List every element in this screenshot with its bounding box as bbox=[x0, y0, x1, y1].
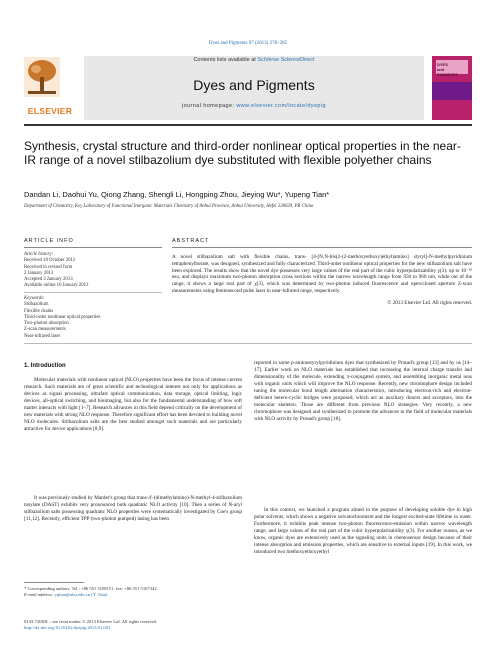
history-label: Article history: bbox=[24, 252, 54, 257]
article-authors: Dandan Li, Daohui Yu, Qiong Zhang, Shengli Li, Hongping Zhou, Jieying Wu*, Yupeng Tian* bbox=[24, 190, 330, 199]
keyword-item: Third-order nonlinear optical properties bbox=[24, 314, 101, 320]
history-item: Available online 16 January 2013 bbox=[24, 283, 89, 289]
elsevier-tree-icon bbox=[24, 57, 60, 97]
publisher-name: ELSEVIER bbox=[27, 106, 73, 116]
sciencedirect-link[interactable]: SciVerse ScienceDirect bbox=[257, 57, 315, 63]
article-title: Synthesis, crystal structure and third-order nonlinear optical properties in the near-IR range of a novel stilbazolium dye substituted with flexible polyether chains bbox=[24, 139, 461, 167]
abstract-rule bbox=[172, 247, 472, 248]
header-divider bbox=[24, 124, 472, 126]
article-info-rule bbox=[24, 247, 162, 248]
footnote-rule bbox=[24, 582, 84, 583]
intro-paragraph: In this context, we launched a program aimed in the purpose of developing soluble dye in high polar solvents, which shows a negative solvatochromism and the longest excited-state lifetime in water. Furthermore, it exhibits peak intense two-photon fluorescence-emission within narrow wavelength range, and large values of the real part of the cubic hyperpolarizability γ(3). For another reason, as we know, organic dyes are extensively used as the signaling units in chemosensor design because of their intense absorption and emission properties, which are sensitive to external inputs [19]. In this work, we introduced two methoxyethoxyethyl bbox=[254, 507, 472, 555]
elsevier-logo bbox=[24, 57, 76, 119]
keyword-item: Near-infrared laser bbox=[24, 333, 61, 339]
intro-paragraph: It was previously studied by Marder's group that trans-4′-(dimethylamino)-N-methyl-4-stilbazolium tosylate (DAST) exhibits very pronounced bulk quadratic NLO activity [10]. Then a series of N-aryl stilbazolium salts possessing quadratic NLO properties were systematically investigated by Coe's group [11,12]. Recently, efficient TPP (two-photon pumped) lasing has been bbox=[24, 495, 242, 522]
article-bottom-info bbox=[24, 619, 324, 631]
keywords bbox=[24, 296, 162, 340]
intro-paragraph: Molecular materials with nonlinear optical (NLO) properties have been the focus of intense current research. Such materials are of great scientific and technological interest not only for applications as devices as signal processing, ultrafast optical communication, data storage, optical limiting, logic devices, all-optical switching, and bioimaging, but also for the fundamental understanding of how soft matter interacts with light [1–7]. Research advances in this field depend critically on the development of new materials with strong NLO response. Therefore significant effort has been devoted to building novel NLO molecules. Stilbazolium salts are the best studied amongst such materials and are particularly attractive for device applications [8,9]. bbox=[24, 377, 242, 432]
cover-band bbox=[432, 82, 472, 100]
journal-citation: Dyes and Pigments 97 (2013) 278–285 bbox=[208, 41, 288, 46]
journal-title: Dyes and Pigments bbox=[193, 77, 315, 93]
keywords-label: Keywords: bbox=[24, 296, 45, 301]
journal-homepage bbox=[84, 103, 424, 109]
history-item: Received 18 October 2012 bbox=[24, 258, 76, 264]
abstract-text: A novel stilbazolium salt with flexible chains, trans- [4-[N,N-bis(2-(2-methoxyethoxy)ethyl)amino] styryl]-N-methylpyridinium tetraphenylborate, was designed, synthesized and fully characterized. Third-order nonlinear optical properties for the new stilbazolium salt have been explored. The results show that the novel dye possesses very large values of the real part of the cubic hyperpolarizability γ(3): up to 10⁻³² esu, and displays maximum two-photon absorption cross sections within the narrow wavelength range from 950 to 960 nm, while out of the range, it shows a large real part of χ(3), which was determined by two-photon induced fluorescence and open/closed aperture Z-scan measurements using femtosecond pulse laser in near-infrared range, respectively. bbox=[172, 254, 472, 294]
footnote-contact: * Corresponding authors. Tel.: +86 551 5108151; fax: +86 551 5107342. bbox=[24, 586, 158, 591]
issn-line: 0143-7208/$ – see front matter © 2013 Elsevier Ltd. All rights reserved. bbox=[24, 619, 157, 624]
keyword-item: Flexible chains bbox=[24, 308, 54, 314]
abstract-copyright: © 2013 Elsevier Ltd. All rights reserved. bbox=[387, 300, 472, 306]
history-item: 2 January 2013 bbox=[24, 270, 54, 276]
email-label: E-mail address: bbox=[24, 592, 55, 597]
introduction-heading: 1. Introduction bbox=[24, 363, 66, 369]
article-history bbox=[24, 252, 162, 290]
intro-paragraph: reported in some p-aminostyrylpyridinium dyes that synthesized by Prasad's group [13] and by us [14–17]. Earlier work on NLO materials has established that increasing the internal charge transfer and dimensionality of the molecule, extending π-conjugated system, and assembling inorganic metal ions with organic units which will improve the NLO response. Recently, new chromophore design included tuning the molecular bond length alternation characteristics, introducing electron-rich and electron-deficient hetero-cyclic bridges were proposed, which act as auxiliary donors and acceptors, into the molecular skeleton. Those are different from previous NLO strategies. Very recently, a new chromophore was designed and synthesized to promote the advances in the field of molecular materials with NLO activity by Prasad's group [18]. bbox=[254, 360, 472, 422]
journal-cover-thumbnail bbox=[432, 56, 472, 120]
keyword-item: Stilbazolium bbox=[24, 302, 49, 308]
homepage-link[interactable]: www.elsevier.com/locate/dyepig bbox=[236, 103, 326, 109]
doi-link[interactable]: http://dx.doi.org/10.1016/j.dyepig.2013.01.001 bbox=[24, 625, 111, 630]
keyword-item: Two-photon absorption bbox=[24, 321, 69, 327]
email-link[interactable]: yptian@ahu.edu.cn (Y. Tian). bbox=[54, 592, 109, 597]
history-item: Accepted 3 January 2013 bbox=[24, 277, 73, 283]
abstract-heading: ABSTRACT bbox=[172, 238, 210, 244]
footnote-email-line bbox=[24, 592, 242, 598]
cover-title: DYES and PIGMENTS bbox=[437, 62, 458, 77]
homepage-prefix: journal homepage: bbox=[182, 103, 237, 109]
corresponding-author-footnote bbox=[24, 586, 242, 598]
front-matter-rule bbox=[24, 343, 472, 344]
contents-prefix: Contents lists available at bbox=[193, 57, 258, 63]
contents-line bbox=[84, 57, 424, 63]
keyword-item: Z-scan measurements bbox=[24, 327, 66, 333]
article-info-heading: ARTICLE INFO bbox=[24, 238, 74, 244]
keywords-rule bbox=[24, 292, 162, 293]
article-affiliation: Department of Chemistry, Key Laboratory of Functional Inorganic Materials Chemistry of Anhui Province, Anhui University, Hefei 230039, PR China bbox=[24, 204, 314, 209]
history-item: Received in revised form bbox=[24, 264, 73, 270]
